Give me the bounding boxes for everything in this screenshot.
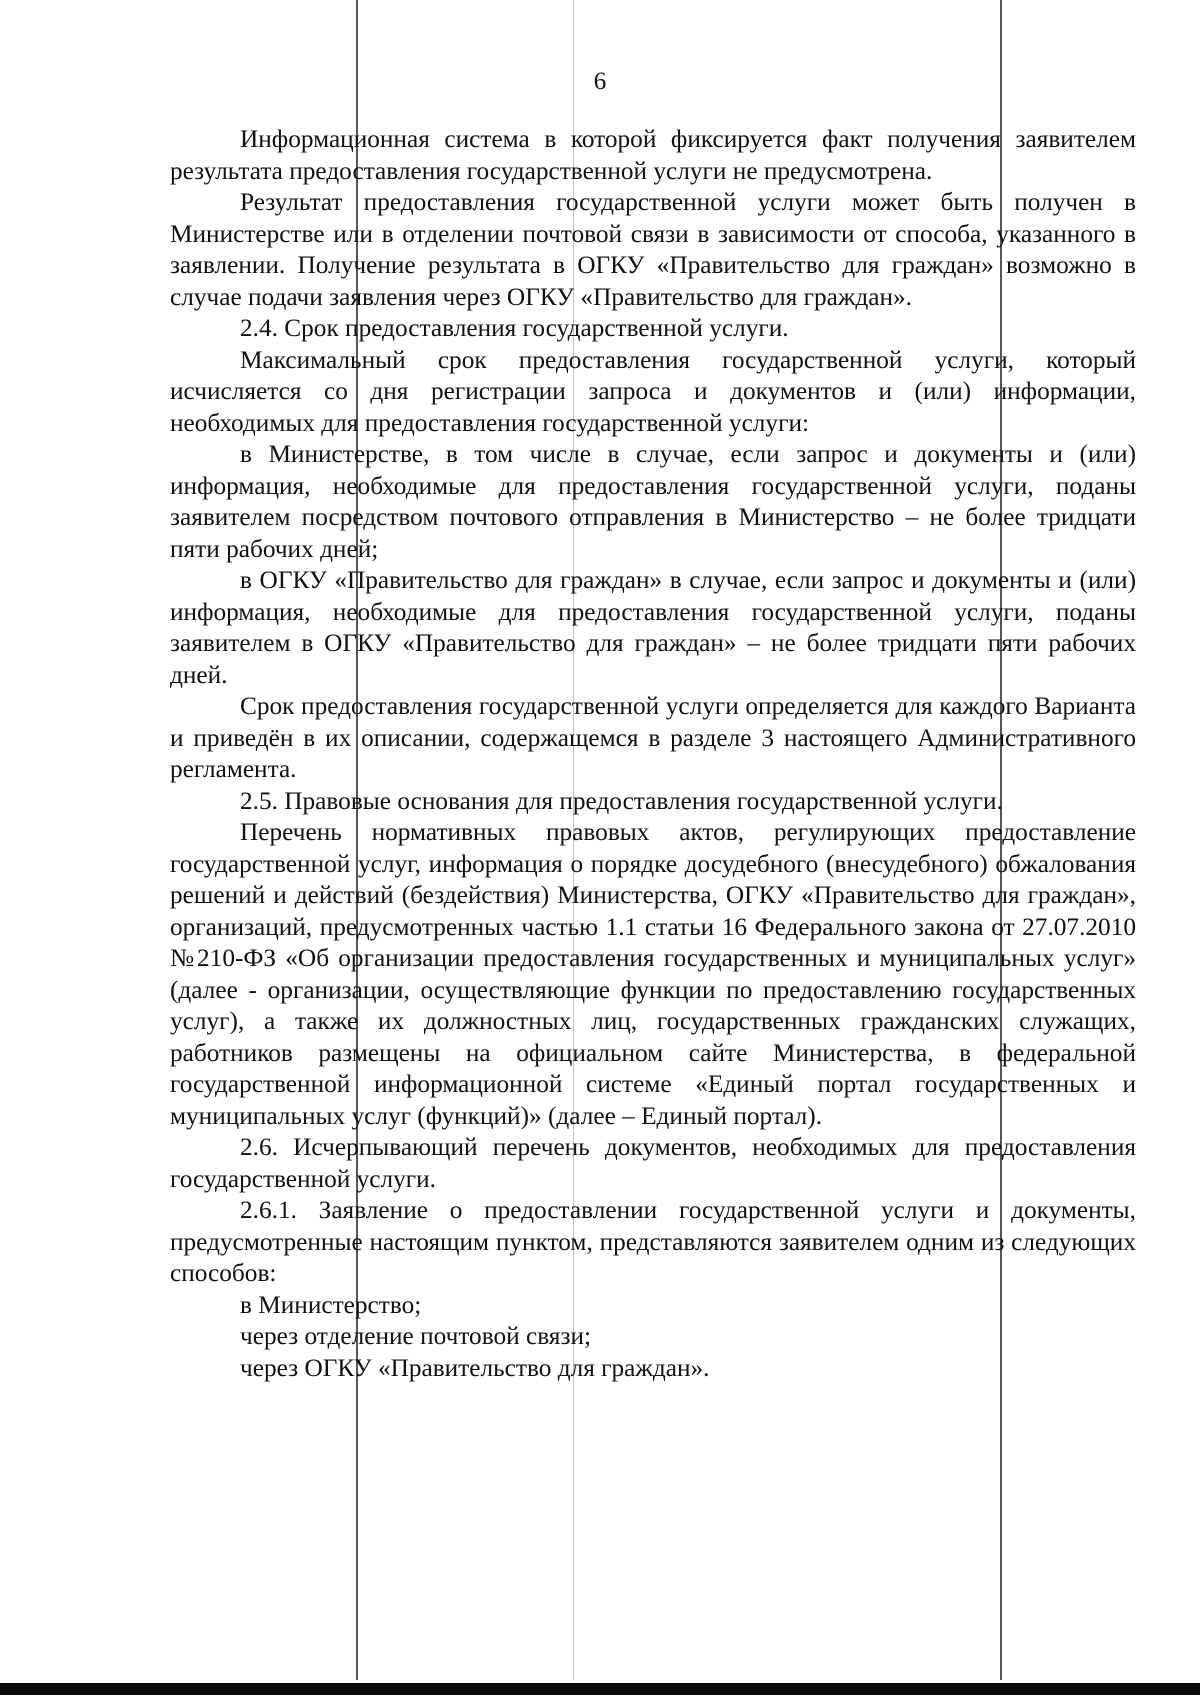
paragraph: в ОГКУ «Правительство для граждан» в случае, если запрос и документы и (или) информация, необходимые для предоставления государственной услуги, поданы заявителем в ОГКУ «Правительство для граждан» – не более тридцати пяти рабочих дней. <box>170 566 1136 689</box>
scan-bottom-border <box>0 1683 1200 1695</box>
paragraph: в Министерстве, в том числе в случае, если запрос и документы и (или) информация, необходимые для предоставления государственной услуги, поданы заявителем посредством почтового отправления в Министерство – не более тридцати пяти рабочих дней; <box>170 440 1136 563</box>
paragraph: Информационная система в которой фиксируется факт получения заявителем результата предоставления государственной услуги не предусмотрена. <box>170 125 1136 185</box>
paragraph: Перечень нормативных правовых актов, регулирующих предоставление государственной услуг, информация о порядке досудебного (внесудебного) обжалования решений и действий (бездействия) Министерства, ОГКУ «Правительство для граждан», организаций, предусмотренных частью 1.1 статьи 16 Федерального закона от 27.07.2010 №210-ФЗ «Об организации предоставления государственных и муниципальных услуг» (далее - организации, осуществляющие функции по предоставлению государственных услуг), а также их должностных лиц, государственных гражданских служащих, работников размещены на официальном сайте Министерства, в федеральной государственной информационной системе «Единый портал государственных и муниципальных услуг (функций)» (далее – Единый портал). <box>170 818 1136 1130</box>
section-heading: 2.5. Правовые основания для предоставления государственной услуги. <box>240 786 1003 815</box>
page-number: 6 <box>593 68 607 95</box>
list-item: через отделение почтовой связи; <box>240 1322 592 1350</box>
paragraph: Максимальный срок предоставления государственной услуги, который исчисляется со дня регистрации запроса и документов и (или) информации, необходимых для предоставления государственной услуги: <box>170 345 1136 437</box>
list-item: через ОГКУ «Правительство для граждан». <box>240 1353 710 1382</box>
paragraph: 2.6.1. Заявление о предоставлении государственной услуги и документы, предусмотренные настоящим пунктом, представляются заявителем одним из следующих способов: <box>170 1196 1136 1287</box>
section-heading: 2.6. Исчерпывающий перечень документов, необходимых для предоставления государственной услуги. <box>170 1133 1136 1193</box>
paragraph: Результат предоставления государственной услуги может быть получен в Министерстве или в отделении почтовой связи в зависимости от способа, указанного в заявлении. Получение результата в ОГКУ «Правительство для граждан» возможно в случае подачи заявления через ОГКУ «Правительство для граждан». <box>170 188 1136 311</box>
paragraph: Срок предоставления государственной услуги определяется для каждого Варианта и приведён в их описании, содержащемся в разделе 3 настоящего Административного регламента. <box>170 692 1136 783</box>
document-body <box>170 124 1136 1384</box>
section-heading: 2.4. Срок предоставления государственной услуги. <box>240 314 789 342</box>
list-item: в Министерство; <box>240 1290 422 1319</box>
